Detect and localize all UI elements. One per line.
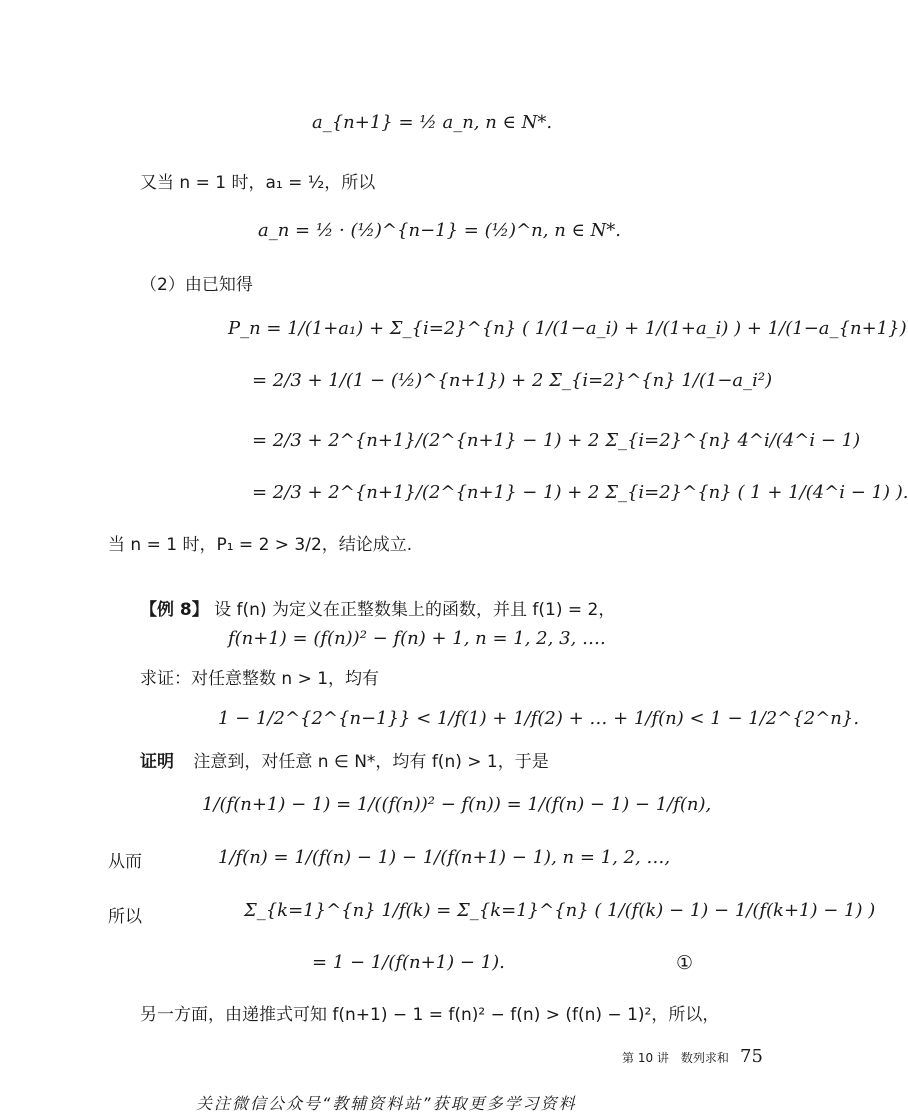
equation-f-recurrence: f(n+1) = (f(n))² − f(n) + 1, n = 1, 2, 3, ….	[228, 628, 606, 649]
equation-sum-result: = 1 − 1/(f(n+1) − 1).	[312, 952, 505, 973]
text-line: （2）由已知得	[140, 275, 253, 295]
text-line: 另一方面，由递推式可知 f(n+1) − 1 = f(n)² − f(n) > (f(n) − 1)²，所以，	[140, 1005, 720, 1025]
page-number: 75	[740, 1046, 763, 1067]
text-line: 求证：对任意整数 n > 1，均有	[140, 669, 380, 689]
lecture-title: 第 10 讲 数列求和	[622, 1051, 729, 1065]
equation-pn-step: = 2/3 + 2^{n+1}/(2^{n+1} − 1) + 2 Σ_{i=2}^{n} ( 1 + 1/(4^i − 1) ).	[252, 482, 908, 503]
example-heading	[140, 595, 615, 620]
proof-label: 证明	[140, 752, 174, 772]
label-so: 所以	[108, 907, 142, 927]
example-statement: 设 f(n) 为定义在正整数集上的函数，并且 f(1) = 2，	[214, 600, 616, 620]
equation-number-marker: ①	[676, 952, 694, 974]
equation-sum: Σ_{k=1}^{n} 1/f(k) = Σ_{k=1}^{n} ( 1/(f(k) − 1) − 1/(f(k+1) − 1) )	[244, 900, 876, 921]
equation-inequality: 1 − 1/2^{2^{n−1}} < 1/f(1) + 1/f(2) + … + 1/f(n) < 1 − 1/2^{2^n}.	[218, 708, 860, 729]
watermark: 关注微信公众号“教辅资料站”获取更多学习资料	[196, 1094, 577, 1113]
page-footer	[622, 1046, 763, 1067]
equation-pn-step: = 2/3 + 1/(1 − (½)^{n+1}) + 2 Σ_{i=2}^{n} 1/(1−a_i²)	[252, 370, 773, 391]
text-line: 又当 n = 1 时，a₁ = ½，所以	[140, 173, 376, 193]
proof-statement: 注意到，对任意 n ∈ N*，均有 f(n) > 1，于是	[193, 752, 549, 772]
equation-reciprocal: 1/f(n) = 1/(f(n) − 1) − 1/(f(n+1) − 1), n = 1, 2, …,	[218, 847, 671, 868]
equation-recurrence: a_{n+1} = ½ a_n, n ∈ N*.	[312, 112, 553, 133]
text-line: 当 n = 1 时，P₁ = 2 > 3/2，结论成立.	[108, 535, 413, 555]
equation-telescoping-identity: 1/(f(n+1) − 1) = 1/((f(n))² − f(n)) = 1/(f(n) − 1) − 1/f(n),	[202, 794, 712, 815]
equation-pn-definition: P_n = 1/(1+a₁) + Σ_{i=2}^{n} ( 1/(1−a_i) + 1/(1+a_i) ) + 1/(1−a_{n+1})	[228, 318, 907, 339]
proof-heading	[140, 747, 549, 772]
equation-pn-step: = 2/3 + 2^{n+1}/(2^{n+1} − 1) + 2 Σ_{i=2}^{n} 4^i/(4^i − 1)	[252, 430, 861, 451]
label-thus: 从而	[108, 852, 142, 872]
equation-general-term: a_n = ½ · (½)^{n−1} = (½)^n, n ∈ N*.	[258, 220, 622, 241]
example-label: 【例 8】	[140, 600, 209, 620]
